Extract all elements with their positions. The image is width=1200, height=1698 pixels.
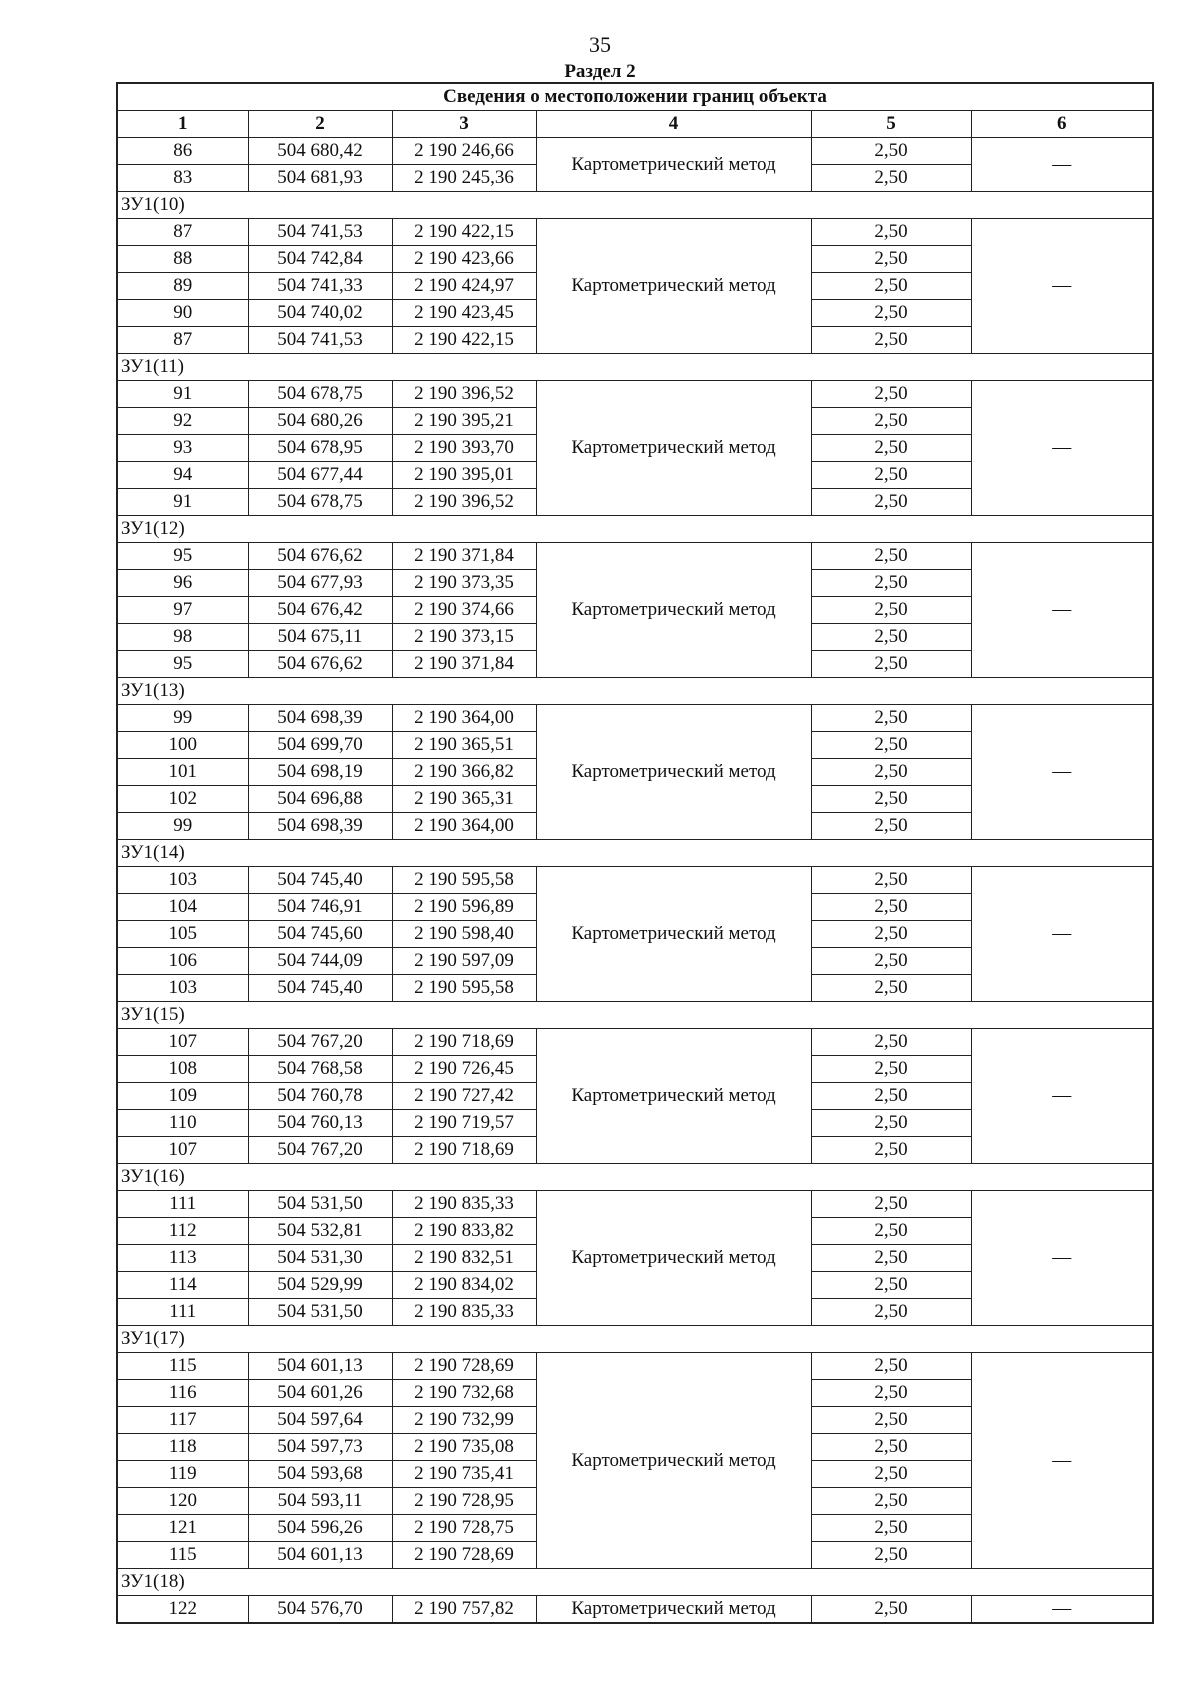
y-coordinate-cell: 2 190 595,58 [392, 867, 536, 894]
x-coordinate-cell: 504 601,26 [248, 1380, 392, 1407]
group-header-row [117, 1569, 1153, 1596]
y-coordinate-cell: 2 190 833,82 [392, 1218, 536, 1245]
y-coordinate-cell: 2 190 835,33 [392, 1299, 536, 1326]
accuracy-cell: 2,50 [811, 948, 971, 975]
method-cell: Картометрический метод [536, 867, 811, 1002]
accuracy-cell: 2,50 [811, 273, 971, 300]
page-number: 35 [589, 32, 611, 57]
accuracy-cell: 2,50 [811, 1272, 971, 1299]
method-cell: Картометрический метод [536, 543, 811, 678]
y-coordinate-cell: 2 190 246,66 [392, 138, 536, 165]
y-coordinate-cell: 2 190 728,95 [392, 1488, 536, 1515]
group-header-row [117, 840, 1153, 867]
x-coordinate-cell: 504 531,50 [248, 1191, 392, 1218]
table-row [117, 1596, 1153, 1624]
y-coordinate-cell: 2 190 726,45 [392, 1056, 536, 1083]
point-number-cell: 105 [117, 921, 248, 948]
group-label: ЗУ1(15) [117, 1002, 1153, 1029]
group-label: ЗУ1(11) [117, 354, 1153, 381]
point-number-cell: 88 [117, 246, 248, 273]
x-coordinate-cell: 504 699,70 [248, 732, 392, 759]
x-coordinate-cell: 504 531,50 [248, 1299, 392, 1326]
y-coordinate-cell: 2 190 245,36 [392, 165, 536, 192]
point-number-cell: 119 [117, 1461, 248, 1488]
x-coordinate-cell: 504 676,42 [248, 597, 392, 624]
accuracy-cell: 2,50 [811, 1191, 971, 1218]
group-header-row [117, 192, 1153, 219]
table-row [117, 138, 1153, 165]
x-coordinate-cell: 504 680,26 [248, 408, 392, 435]
x-coordinate-cell: 504 531,30 [248, 1245, 392, 1272]
method-cell: Картометрический метод [536, 138, 811, 192]
x-coordinate-cell: 504 677,93 [248, 570, 392, 597]
method-cell: Картометрический метод [536, 1029, 811, 1164]
point-number-cell: 97 [117, 597, 248, 624]
point-number-cell: 109 [117, 1083, 248, 1110]
x-coordinate-cell: 504 596,26 [248, 1515, 392, 1542]
x-coordinate-cell: 504 741,53 [248, 219, 392, 246]
accuracy-cell: 2,50 [811, 624, 971, 651]
description-cell: — [971, 138, 1153, 192]
y-coordinate-cell: 2 190 595,58 [392, 975, 536, 1002]
x-coordinate-cell: 504 768,58 [248, 1056, 392, 1083]
table-row [117, 543, 1153, 570]
point-number-cell: 89 [117, 273, 248, 300]
point-number-cell: 95 [117, 543, 248, 570]
accuracy-cell: 2,50 [811, 1434, 971, 1461]
table-row [117, 1029, 1153, 1056]
point-number-cell: 93 [117, 435, 248, 462]
method-cell: Картометрический метод [536, 705, 811, 840]
accuracy-cell: 2,50 [811, 435, 971, 462]
group-label: ЗУ1(18) [117, 1569, 1153, 1596]
accuracy-cell: 2,50 [811, 1137, 971, 1164]
accuracy-cell: 2,50 [811, 759, 971, 786]
group-header-row [117, 516, 1153, 543]
point-number-cell: 116 [117, 1380, 248, 1407]
y-coordinate-cell: 2 190 371,84 [392, 543, 536, 570]
y-coordinate-cell: 2 190 728,69 [392, 1353, 536, 1380]
x-coordinate-cell: 504 741,53 [248, 327, 392, 354]
x-coordinate-cell: 504 746,91 [248, 894, 392, 921]
point-number-cell: 94 [117, 462, 248, 489]
accuracy-cell: 2,50 [811, 597, 971, 624]
y-coordinate-cell: 2 190 732,99 [392, 1407, 536, 1434]
x-coordinate-cell: 504 741,33 [248, 273, 392, 300]
description-cell: — [971, 219, 1153, 354]
table-row [117, 1191, 1153, 1218]
accuracy-cell: 2,50 [811, 1218, 971, 1245]
x-coordinate-cell: 504 698,39 [248, 705, 392, 732]
x-coordinate-cell: 504 678,75 [248, 489, 392, 516]
y-coordinate-cell: 2 190 373,35 [392, 570, 536, 597]
group-label: ЗУ1(17) [117, 1326, 1153, 1353]
y-coordinate-cell: 2 190 393,70 [392, 435, 536, 462]
x-coordinate-cell: 504 675,11 [248, 624, 392, 651]
point-number-cell: 104 [117, 894, 248, 921]
point-number-cell: 108 [117, 1056, 248, 1083]
point-number-cell: 87 [117, 327, 248, 354]
accuracy-cell: 2,50 [811, 1488, 971, 1515]
accuracy-cell: 2,50 [811, 408, 971, 435]
y-coordinate-cell: 2 190 718,69 [392, 1137, 536, 1164]
point-number-cell: 99 [117, 813, 248, 840]
point-number-cell: 102 [117, 786, 248, 813]
accuracy-cell: 2,50 [811, 219, 971, 246]
y-coordinate-cell: 2 190 718,69 [392, 1029, 536, 1056]
accuracy-cell: 2,50 [811, 327, 971, 354]
point-number-cell: 115 [117, 1542, 248, 1569]
point-number-cell: 112 [117, 1218, 248, 1245]
point-number-cell: 113 [117, 1245, 248, 1272]
group-header-row [117, 1326, 1153, 1353]
y-coordinate-cell: 2 190 596,89 [392, 894, 536, 921]
accuracy-cell: 2,50 [811, 543, 971, 570]
x-coordinate-cell: 504 593,68 [248, 1461, 392, 1488]
x-coordinate-cell: 504 597,64 [248, 1407, 392, 1434]
column-header: 3 [392, 111, 536, 138]
accuracy-cell: 2,50 [811, 489, 971, 516]
column-header: 5 [811, 111, 971, 138]
x-coordinate-cell: 504 678,95 [248, 435, 392, 462]
accuracy-cell: 2,50 [811, 1029, 971, 1056]
y-coordinate-cell: 2 190 735,08 [392, 1434, 536, 1461]
y-coordinate-cell: 2 190 832,51 [392, 1245, 536, 1272]
point-number-cell: 100 [117, 732, 248, 759]
x-coordinate-cell: 504 767,20 [248, 1137, 392, 1164]
description-cell: — [971, 867, 1153, 1002]
description-cell: — [971, 705, 1153, 840]
point-number-cell: 83 [117, 165, 248, 192]
point-number-cell: 118 [117, 1434, 248, 1461]
point-number-cell: 86 [117, 138, 248, 165]
y-coordinate-cell: 2 190 597,09 [392, 948, 536, 975]
column-header-row [117, 111, 1153, 138]
y-coordinate-cell: 2 190 395,21 [392, 408, 536, 435]
point-number-cell: 107 [117, 1029, 248, 1056]
point-number-cell: 99 [117, 705, 248, 732]
description-cell: — [971, 381, 1153, 516]
point-number-cell: 120 [117, 1488, 248, 1515]
x-coordinate-cell: 504 676,62 [248, 651, 392, 678]
x-coordinate-cell: 504 678,75 [248, 381, 392, 408]
y-coordinate-cell: 2 190 422,15 [392, 219, 536, 246]
accuracy-cell: 2,50 [811, 1461, 971, 1488]
group-label: ЗУ1(16) [117, 1164, 1153, 1191]
accuracy-cell: 2,50 [811, 732, 971, 759]
y-coordinate-cell: 2 190 423,45 [392, 300, 536, 327]
accuracy-cell: 2,50 [811, 894, 971, 921]
y-coordinate-cell: 2 190 373,15 [392, 624, 536, 651]
description-cell: — [971, 1029, 1153, 1164]
x-coordinate-cell: 504 767,20 [248, 1029, 392, 1056]
group-label: ЗУ1(14) [117, 840, 1153, 867]
group-label: ЗУ1(12) [117, 516, 1153, 543]
x-coordinate-cell: 504 760,13 [248, 1110, 392, 1137]
point-number-cell: 103 [117, 867, 248, 894]
x-coordinate-cell: 504 745,40 [248, 975, 392, 1002]
point-number-cell: 111 [117, 1299, 248, 1326]
boundary-table [116, 82, 1154, 1624]
point-number-cell: 87 [117, 219, 248, 246]
group-header-row [117, 354, 1153, 381]
x-coordinate-cell: 504 745,60 [248, 921, 392, 948]
point-number-cell: 110 [117, 1110, 248, 1137]
x-coordinate-cell: 504 576,70 [248, 1596, 392, 1624]
accuracy-cell: 2,50 [811, 1353, 971, 1380]
x-coordinate-cell: 504 593,11 [248, 1488, 392, 1515]
accuracy-cell: 2,50 [811, 813, 971, 840]
y-coordinate-cell: 2 190 423,66 [392, 246, 536, 273]
section-title: Раздел 2 [564, 61, 636, 82]
column-header: 4 [536, 111, 811, 138]
x-coordinate-cell: 504 744,09 [248, 948, 392, 975]
accuracy-cell: 2,50 [811, 705, 971, 732]
accuracy-cell: 2,50 [811, 165, 971, 192]
x-coordinate-cell: 504 597,73 [248, 1434, 392, 1461]
x-coordinate-cell: 504 760,78 [248, 1083, 392, 1110]
method-cell: Картометрический метод [536, 1596, 811, 1624]
x-coordinate-cell: 504 680,42 [248, 138, 392, 165]
y-coordinate-cell: 2 190 396,52 [392, 489, 536, 516]
group-label: ЗУ1(10) [117, 192, 1153, 219]
method-cell: Картометрический метод [536, 1191, 811, 1326]
accuracy-cell: 2,50 [811, 867, 971, 894]
y-coordinate-cell: 2 190 735,41 [392, 1461, 536, 1488]
accuracy-cell: 2,50 [811, 921, 971, 948]
x-coordinate-cell: 504 698,39 [248, 813, 392, 840]
column-header: 6 [971, 111, 1153, 138]
y-coordinate-cell: 2 190 366,82 [392, 759, 536, 786]
point-number-cell: 122 [117, 1596, 248, 1624]
point-number-cell: 114 [117, 1272, 248, 1299]
x-coordinate-cell: 504 745,40 [248, 867, 392, 894]
x-coordinate-cell: 504 740,02 [248, 300, 392, 327]
y-coordinate-cell: 2 190 719,57 [392, 1110, 536, 1137]
y-coordinate-cell: 2 190 374,66 [392, 597, 536, 624]
y-coordinate-cell: 2 190 757,82 [392, 1596, 536, 1624]
x-coordinate-cell: 504 696,88 [248, 786, 392, 813]
y-coordinate-cell: 2 190 834,02 [392, 1272, 536, 1299]
accuracy-cell: 2,50 [811, 1515, 971, 1542]
point-number-cell: 117 [117, 1407, 248, 1434]
accuracy-cell: 2,50 [811, 975, 971, 1002]
point-number-cell: 101 [117, 759, 248, 786]
accuracy-cell: 2,50 [811, 1542, 971, 1569]
point-number-cell: 107 [117, 1137, 248, 1164]
point-number-cell: 95 [117, 651, 248, 678]
y-coordinate-cell: 2 190 728,75 [392, 1515, 536, 1542]
y-coordinate-cell: 2 190 835,33 [392, 1191, 536, 1218]
table-caption: Сведения о местоположении границ объекта [117, 83, 1153, 111]
column-header: 1 [117, 111, 248, 138]
table-body [117, 138, 1153, 1624]
method-cell: Картометрический метод [536, 381, 811, 516]
y-coordinate-cell: 2 190 364,00 [392, 813, 536, 840]
point-number-cell: 92 [117, 408, 248, 435]
group-header-row [117, 1002, 1153, 1029]
accuracy-cell: 2,50 [811, 570, 971, 597]
table-row [117, 219, 1153, 246]
y-coordinate-cell: 2 190 424,97 [392, 273, 536, 300]
group-header-row [117, 678, 1153, 705]
point-number-cell: 96 [117, 570, 248, 597]
y-coordinate-cell: 2 190 364,00 [392, 705, 536, 732]
accuracy-cell: 2,50 [811, 246, 971, 273]
x-coordinate-cell: 504 532,81 [248, 1218, 392, 1245]
y-coordinate-cell: 2 190 728,69 [392, 1542, 536, 1569]
accuracy-cell: 2,50 [811, 1299, 971, 1326]
point-number-cell: 103 [117, 975, 248, 1002]
y-coordinate-cell: 2 190 727,42 [392, 1083, 536, 1110]
method-cell: Картометрический метод [536, 219, 811, 354]
accuracy-cell: 2,50 [811, 462, 971, 489]
x-coordinate-cell: 504 529,99 [248, 1272, 392, 1299]
x-coordinate-cell: 504 601,13 [248, 1542, 392, 1569]
x-coordinate-cell: 504 742,84 [248, 246, 392, 273]
accuracy-cell: 2,50 [811, 138, 971, 165]
x-coordinate-cell: 504 698,19 [248, 759, 392, 786]
description-cell: — [971, 1353, 1153, 1569]
method-cell: Картометрический метод [536, 1353, 811, 1569]
description-cell: — [971, 1596, 1153, 1624]
y-coordinate-cell: 2 190 395,01 [392, 462, 536, 489]
point-number-cell: 91 [117, 381, 248, 408]
accuracy-cell: 2,50 [811, 1083, 971, 1110]
point-number-cell: 91 [117, 489, 248, 516]
table-row [117, 381, 1153, 408]
y-coordinate-cell: 2 190 396,52 [392, 381, 536, 408]
description-cell: — [971, 1191, 1153, 1326]
y-coordinate-cell: 2 190 365,51 [392, 732, 536, 759]
accuracy-cell: 2,50 [811, 381, 971, 408]
point-number-cell: 90 [117, 300, 248, 327]
point-number-cell: 121 [117, 1515, 248, 1542]
y-coordinate-cell: 2 190 422,15 [392, 327, 536, 354]
accuracy-cell: 2,50 [811, 1056, 971, 1083]
accuracy-cell: 2,50 [811, 786, 971, 813]
point-number-cell: 115 [117, 1353, 248, 1380]
x-coordinate-cell: 504 677,44 [248, 462, 392, 489]
accuracy-cell: 2,50 [811, 1596, 971, 1624]
group-header-row [117, 1164, 1153, 1191]
column-header: 2 [248, 111, 392, 138]
y-coordinate-cell: 2 190 598,40 [392, 921, 536, 948]
table-row [117, 705, 1153, 732]
point-number-cell: 111 [117, 1191, 248, 1218]
group-label: ЗУ1(13) [117, 678, 1153, 705]
table-row [117, 1353, 1153, 1380]
y-coordinate-cell: 2 190 365,31 [392, 786, 536, 813]
accuracy-cell: 2,50 [811, 1245, 971, 1272]
accuracy-cell: 2,50 [811, 1380, 971, 1407]
accuracy-cell: 2,50 [811, 651, 971, 678]
table-row [117, 867, 1153, 894]
accuracy-cell: 2,50 [811, 1407, 971, 1434]
y-coordinate-cell: 2 190 732,68 [392, 1380, 536, 1407]
point-number-cell: 98 [117, 624, 248, 651]
x-coordinate-cell: 504 676,62 [248, 543, 392, 570]
x-coordinate-cell: 504 681,93 [248, 165, 392, 192]
x-coordinate-cell: 504 601,13 [248, 1353, 392, 1380]
accuracy-cell: 2,50 [811, 300, 971, 327]
point-number-cell: 106 [117, 948, 248, 975]
y-coordinate-cell: 2 190 371,84 [392, 651, 536, 678]
description-cell: — [971, 543, 1153, 678]
accuracy-cell: 2,50 [811, 1110, 971, 1137]
